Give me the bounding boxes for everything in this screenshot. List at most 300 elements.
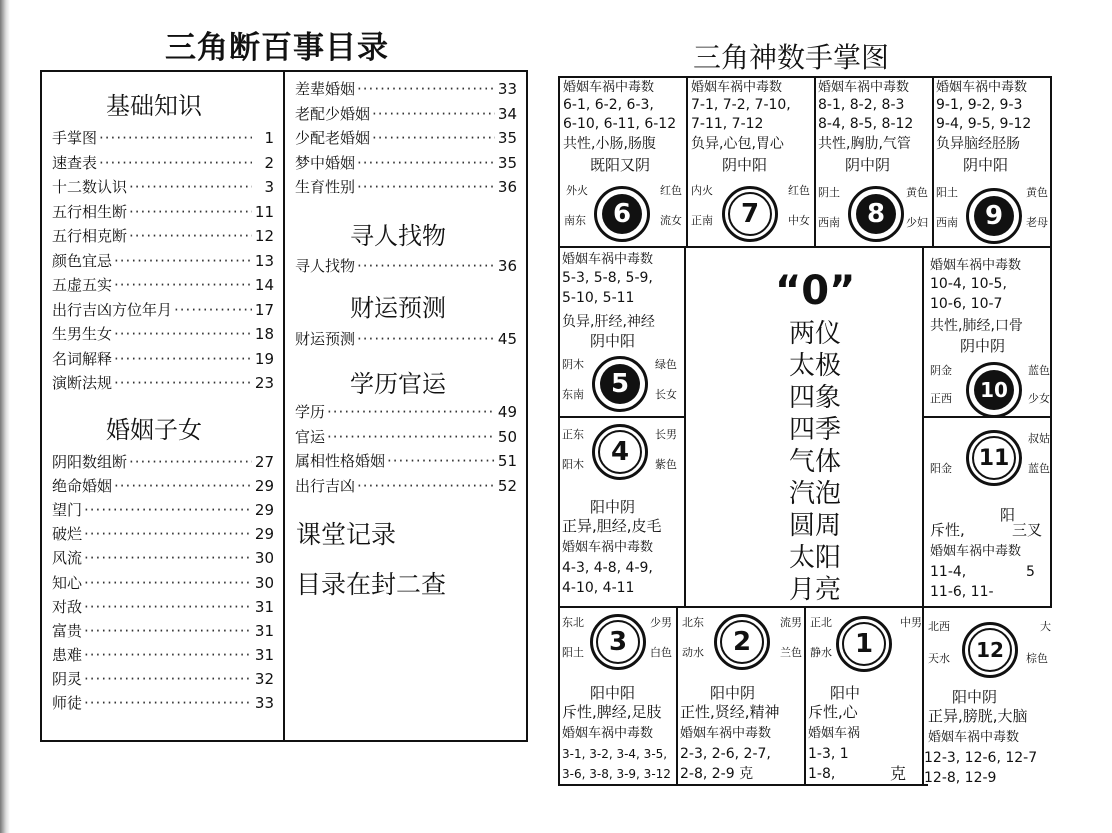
cell-2-bl: 动水 <box>682 646 704 659</box>
number-10: 10 <box>974 370 1014 410</box>
toc-leader-dots <box>114 350 252 368</box>
center-term: 圆周 <box>788 511 841 541</box>
grid-bottom <box>558 784 928 786</box>
number-5: 5 <box>600 364 640 404</box>
toc-entry <box>295 426 517 447</box>
toc-entry-label: 五行相生断 <box>52 202 128 221</box>
cell-12-tl: 北西 <box>928 620 950 633</box>
toc-entry-page: 29 <box>254 477 274 496</box>
toc-entry <box>295 450 517 471</box>
toc-leader-dots <box>357 80 495 98</box>
toc-entry <box>295 328 517 349</box>
toc-entry <box>52 152 274 173</box>
toc-entry <box>52 372 274 393</box>
cell-9-head: 婚姻车祸中毒数 <box>936 80 1028 95</box>
cell-5-bl: 东南 <box>562 388 584 401</box>
center-term: 汽泡 <box>788 479 841 509</box>
toc-entry-label: 患难 <box>52 645 83 664</box>
toc-entry-label: 知心 <box>52 573 83 592</box>
toc-leader-dots <box>357 257 495 275</box>
grid-v-mid-left <box>684 246 686 606</box>
cell-8-tl: 阴土 <box>818 186 840 199</box>
toc-entry <box>52 523 274 544</box>
center-term: 月亮 <box>788 575 841 605</box>
cell-10-bl: 正西 <box>930 392 952 405</box>
toc-entry-page: 32 <box>254 669 274 688</box>
toc-entry <box>52 475 274 496</box>
toc-entry-page: 31 <box>254 621 274 640</box>
center-term: 两仪 <box>788 319 841 349</box>
cell-12-br: 棕色 <box>1026 652 1048 665</box>
toc-leader-dots <box>129 227 252 245</box>
cell-1-tr: 中男 <box>900 616 922 629</box>
grid-b1 <box>676 606 678 786</box>
cell-10-yinyang: 阴中阴 <box>960 337 1006 355</box>
toc-leader-dots <box>327 428 495 446</box>
toc-entry-page: 29 <box>254 501 274 520</box>
cell-6-nums2: 6-10, 6-11, 6-12 <box>563 116 677 132</box>
toc-entry-label: 富贵 <box>52 621 83 640</box>
number-11: 11 <box>972 436 1016 480</box>
section-marriage: 婚姻子女 <box>106 416 202 444</box>
cell-10-nums2: 10-6, 10-7 <box>930 296 1003 312</box>
cell-9-nums1: 9-1, 9-2, 9-3 <box>936 97 1023 113</box>
toc-entry <box>295 255 517 276</box>
cell-5-tr: 绿色 <box>655 358 677 371</box>
toc-entry-label: 师徒 <box>52 694 83 712</box>
cell-4-nums1: 4-3, 4-8, 4-9, <box>562 560 653 576</box>
toc-entry <box>52 572 274 593</box>
number-7: 7 <box>728 192 772 236</box>
toc-leader-dots <box>84 598 252 616</box>
toc-entry-label: 出行吉凶 <box>295 476 356 495</box>
toc-entry-page: 31 <box>254 597 274 616</box>
toc-leader-dots <box>99 129 252 147</box>
toc-leader-dots <box>129 178 252 196</box>
toc-leader-dots <box>114 252 252 270</box>
section-find-people: 寻人找物 <box>350 222 446 250</box>
cell-1-organs: 斥性,心 <box>808 703 858 721</box>
grid-v3 <box>932 76 934 246</box>
cell-3-head: 婚姻车祸中毒数 <box>562 726 654 741</box>
palm-chart-title: 三角神数手掌图 <box>693 41 890 74</box>
cell-7-br: 中女 <box>788 214 810 227</box>
cell-3-nums2: 3-6, 3-8, 3-9, 3-12 <box>562 767 671 781</box>
toc-entry <box>52 250 274 271</box>
toc-entry-label: 手掌图 <box>52 129 98 147</box>
toc-entry <box>52 348 274 369</box>
number-7-badge <box>722 186 778 242</box>
toc-entry <box>52 547 274 568</box>
cell-10-br: 少女 <box>1028 392 1050 405</box>
cell-12-nums2: 12-8, 12-9 <box>924 770 997 786</box>
section-wealth: 财运预测 <box>350 294 446 322</box>
toc-leader-dots <box>372 105 495 123</box>
toc-leader-dots <box>327 403 495 421</box>
cell-3-bl: 阳土 <box>562 646 584 659</box>
toc-entry-label: 出行吉凶方位年月 <box>52 300 173 319</box>
toc-entry-label: 颜色宜忌 <box>52 251 113 270</box>
cell-2-yinyang: 阳中阴 <box>710 684 756 702</box>
toc-entry <box>52 176 274 197</box>
cell-8-organs: 共性,胸肋,气管 <box>818 136 911 152</box>
cell-6-tl: 外火 <box>566 184 588 197</box>
toc-entry-page: 52 <box>497 476 517 495</box>
cell-10-tl: 阴金 <box>930 364 952 377</box>
number-12: 12 <box>968 628 1012 672</box>
grid-v-mid-right <box>922 246 924 606</box>
cell-7-tl: 内火 <box>691 184 713 197</box>
cell-6-br: 流女 <box>660 214 682 227</box>
center-term: 四季 <box>788 415 841 445</box>
cell-2-nums2: 2-8, 2-9 克 <box>680 766 754 782</box>
number-4-badge <box>592 424 648 480</box>
number-1-badge <box>836 616 892 672</box>
cell-10-tr: 蓝色 <box>1028 364 1050 377</box>
toc-leader-dots <box>129 203 252 221</box>
toc-entry-label: 阴灵 <box>52 669 83 688</box>
toc-entry-page: 29 <box>254 525 274 544</box>
grid-left <box>558 76 560 786</box>
cell-8-nums1: 8-1, 8-2, 8-3 <box>818 97 905 113</box>
cell-4-organs: 正异,胆经,皮毛 <box>562 517 662 535</box>
center-term: 太极 <box>788 351 841 381</box>
center-term: 四象 <box>788 383 841 413</box>
cell-9-organs: 负异脑经胫肠 <box>936 136 1020 152</box>
toc-entry-label: 名词解释 <box>52 349 113 368</box>
cell-4-head: 婚姻车祸中毒数 <box>562 540 654 555</box>
toc-leader-dots <box>84 501 252 519</box>
cell-6-head: 婚姻车祸中毒数 <box>563 80 655 95</box>
cell-5-tl: 阴木 <box>562 358 584 371</box>
cell-12-head: 婚姻车祸中毒数 <box>928 730 1020 745</box>
number-1: 1 <box>842 622 886 666</box>
toc-entry <box>295 176 517 197</box>
toc-entry-page: 51 <box>497 452 517 470</box>
number-6-badge <box>594 186 650 242</box>
cell-2-tr: 流男 <box>780 616 802 629</box>
grid-row1 <box>558 246 1052 248</box>
toc-entry-label: 少配老婚姻 <box>295 129 371 147</box>
cell-3-br: 白色 <box>650 646 672 659</box>
toc-leader-dots <box>357 178 495 196</box>
toc-entry-page: 12 <box>254 227 274 245</box>
cell-2-tl: 北东 <box>682 616 704 629</box>
cell-11-br: 蓝色 <box>1028 462 1050 475</box>
toc-entry-page: 35 <box>497 153 517 172</box>
toc-entry-page: 1 <box>264 129 274 147</box>
cell-9-br: 老母 <box>1026 216 1048 229</box>
note-class-record: 课堂记录 <box>296 520 397 549</box>
toc-leader-dots <box>357 330 495 348</box>
cell-3-tr: 少男 <box>650 616 672 629</box>
toc-entry-label: 寻人找物 <box>295 257 356 275</box>
toc-title: 三角断百事目录 <box>165 30 389 66</box>
cell-3-yinyang: 阳中阳 <box>590 684 636 702</box>
toc-leader-dots <box>84 646 252 664</box>
cell-1-yinyang: 阳中 <box>830 684 861 702</box>
cell-5-nums2: 5-10, 5-11 <box>562 290 635 306</box>
toc-divider <box>283 70 285 742</box>
toc-entry-page: 17 <box>254 300 274 319</box>
grid-5-4 <box>558 416 684 418</box>
cell-11-tl: 阳金 <box>930 462 952 475</box>
cell-8-br: 少妇 <box>906 216 928 229</box>
cell-4-nums2: 4-10, 4-11 <box>562 580 635 596</box>
toc-entry-page: 36 <box>497 178 517 196</box>
toc-entry-page: 33 <box>497 80 517 98</box>
toc-entry <box>52 692 274 713</box>
cell-1-nums2: 1-8, <box>808 766 836 782</box>
toc-entry-label: 破烂 <box>52 525 83 544</box>
toc-entry <box>52 201 274 222</box>
toc-entry-page: 49 <box>497 403 517 421</box>
toc-entry-label: 演断法规 <box>52 374 113 392</box>
number-8-badge <box>848 186 904 242</box>
cell-9-nums2: 9-4, 9-5, 9-12 <box>936 116 1032 132</box>
cell-1-tl: 正北 <box>810 616 832 629</box>
number-10-badge <box>966 362 1022 418</box>
toc-leader-dots <box>84 622 252 640</box>
toc-entry-page: 19 <box>254 349 274 368</box>
cell-9-tl: 阳土 <box>936 186 958 199</box>
number-2: 2 <box>720 620 764 664</box>
toc-leader-dots <box>84 670 252 688</box>
grid-v1 <box>686 76 688 246</box>
cell-8-bl: 西南 <box>818 216 840 229</box>
toc-entry-page: 33 <box>254 694 274 712</box>
toc-entry-label: 望门 <box>52 501 83 520</box>
toc-entry <box>295 401 517 422</box>
cell-7-tr: 红色 <box>788 184 810 197</box>
number-4: 4 <box>598 430 642 474</box>
cell-7-organs: 负异,心包,胃心 <box>691 136 784 152</box>
cell-3-organs: 斥性,脾经,足肢 <box>562 703 662 721</box>
cell-11-nums2: 11-6, 11- <box>930 584 994 600</box>
cell-1-nums1: 1-3, 1 <box>808 746 849 762</box>
cell-2-nums1: 2-3, 2-6, 2-7, <box>680 746 771 762</box>
toc-leader-dots <box>84 574 252 592</box>
toc-entry-page: 14 <box>254 276 274 294</box>
toc-entry-label: 十二数认识 <box>52 178 128 196</box>
toc-entry-page: 50 <box>497 427 517 446</box>
cell-2-br: 兰色 <box>780 646 802 659</box>
cell-5-nums1: 5-3, 5-8, 5-9, <box>562 270 653 286</box>
toc-entry-page: 30 <box>254 573 274 592</box>
grid-b2 <box>804 606 806 786</box>
cell-4-br: 紫色 <box>655 458 677 471</box>
toc-leader-dots <box>129 453 252 471</box>
center-zero: “0” <box>775 268 856 314</box>
number-3: 3 <box>596 620 640 664</box>
toc-entry <box>295 152 517 173</box>
cell-4-tr: 长男 <box>655 428 677 441</box>
note-toc-location: 目录在封二查 <box>296 570 447 599</box>
toc-entry-label: 梦中婚姻 <box>295 153 356 172</box>
cell-12-tr: 大 <box>1040 620 1051 633</box>
toc-entry-page: 45 <box>497 330 517 348</box>
toc-entry-page: 35 <box>497 129 517 147</box>
cell-3-tl: 东北 <box>562 616 584 629</box>
number-12-badge <box>962 622 1018 678</box>
center-term: 气体 <box>788 447 841 477</box>
cell-6-yinyang: 既阳又阴 <box>590 156 651 174</box>
cell-11-head: 婚姻车祸中毒数 <box>930 544 1022 559</box>
toc-entry-label: 五虚五实 <box>52 276 113 294</box>
toc-entry-page: 30 <box>254 549 274 568</box>
cell-2-head: 婚姻车祸中毒数 <box>680 726 772 741</box>
cell-7-bl: 正南 <box>691 214 713 227</box>
toc-entry-label: 绝命婚姻 <box>52 477 113 496</box>
cell-11-organs-2: 三叉 <box>1012 521 1043 539</box>
cell-6-organs: 共性,小肠,肠腹 <box>563 136 656 152</box>
toc-entry <box>52 644 274 665</box>
grid-top <box>558 76 1052 78</box>
toc-entry-label: 风流 <box>52 549 83 568</box>
cell-8-tr: 黄色 <box>906 186 928 199</box>
number-5-badge <box>592 356 648 412</box>
cell-10-organs: 共性,肺经,口骨 <box>930 318 1023 334</box>
toc-leader-dots <box>357 477 495 495</box>
toc-entry <box>52 596 274 617</box>
toc-entry-label: 对敌 <box>52 597 83 616</box>
toc-entry <box>52 323 274 344</box>
grid-v2 <box>814 76 816 246</box>
cell-8-nums2: 8-4, 8-5, 8-12 <box>818 116 914 132</box>
toc-entry <box>52 299 274 320</box>
cell-9-tr: 黄色 <box>1026 186 1048 199</box>
toc-entry-label: 生男生女 <box>52 325 113 343</box>
cell-5-br: 长女 <box>655 388 677 401</box>
cell-4-bl: 阳木 <box>562 458 584 471</box>
toc-leader-dots <box>387 452 495 470</box>
center-terms <box>760 318 870 606</box>
cell-1-bl: 静水 <box>810 646 832 659</box>
cell-3-nums1: 3-1, 3-2, 3-4, 3-5, <box>562 747 668 761</box>
toc-leader-dots <box>114 477 252 495</box>
toc-leader-dots <box>174 301 252 319</box>
toc-entry-label: 属相性格婚姻 <box>295 452 386 470</box>
toc-entry <box>52 668 274 689</box>
toc-entry-label: 差辈婚姻 <box>295 80 356 98</box>
toc-entry-page: 18 <box>254 325 274 343</box>
cell-12-bl: 天水 <box>928 652 950 665</box>
toc-entry <box>52 620 274 641</box>
cell-7-nums1: 7-1, 7-2, 7-10, <box>691 97 791 113</box>
cell-11-nums1: 11-4, <box>930 564 967 580</box>
toc-entry <box>52 274 274 295</box>
scan-edge-shadow <box>0 0 10 833</box>
toc-entry <box>52 127 274 148</box>
cell-8-yinyang: 阴中阴 <box>845 156 891 174</box>
number-6: 6 <box>602 194 642 234</box>
cell-7-nums2: 7-11, 7-12 <box>691 116 764 132</box>
toc-entry <box>52 225 274 246</box>
cell-11-tr: 叔姑 <box>1028 432 1050 445</box>
cell-11-organs: 斥性, <box>930 521 965 539</box>
cell-11-yinyang: 阳 <box>1000 506 1016 524</box>
toc-entry-page: 27 <box>254 453 274 471</box>
cell-6-bl: 南东 <box>564 214 586 227</box>
toc-entry-page: 2 <box>264 153 274 172</box>
toc-entry-page: 23 <box>254 374 274 392</box>
cell-5-yinyang: 阴中阳 <box>590 332 636 350</box>
section-basics: 基础知识 <box>106 92 202 120</box>
cell-10-nums1: 10-4, 10-5, <box>930 276 1007 292</box>
toc-entry-label: 学历 <box>295 403 326 421</box>
toc-entry-label: 五行相克断 <box>52 227 128 245</box>
cell-9-yinyang: 阴中阳 <box>963 156 1009 174</box>
number-11-badge <box>966 430 1022 486</box>
cell-8-head: 婚姻车祸中毒数 <box>818 80 910 95</box>
cell-4-yinyang: 阳中阴 <box>590 498 636 516</box>
toc-entry-label: 生育性别 <box>295 178 356 196</box>
toc-entry-page: 3 <box>264 178 274 196</box>
toc-entry-page: 31 <box>254 645 274 664</box>
toc-entry <box>295 127 517 148</box>
toc-entry-label: 老配少婚姻 <box>295 104 371 123</box>
toc-leader-dots <box>114 276 252 294</box>
toc-entry-page: 13 <box>254 251 274 270</box>
toc-entry-label: 官运 <box>295 427 326 446</box>
cell-5-head: 婚姻车祸中毒数 <box>562 252 654 267</box>
cell-12-nums1: 12-3, 12-6, 12-7 <box>924 750 1038 766</box>
cell-1-head: 婚姻车祸 <box>808 726 861 741</box>
cell-12-yinyang: 阳中阴 <box>952 688 998 706</box>
number-9-badge <box>966 188 1022 244</box>
section-education: 学历官运 <box>350 370 446 398</box>
cell-7-yinyang: 阴中阳 <box>722 156 768 174</box>
toc-leader-dots <box>84 525 252 543</box>
cell-1-extra: 克 <box>890 764 907 783</box>
number-3-badge <box>590 614 646 670</box>
toc-leader-dots <box>114 325 252 343</box>
toc-entry-page: 36 <box>497 257 517 275</box>
toc-entry <box>295 475 517 496</box>
toc-entry-label: 速查表 <box>52 153 98 172</box>
cell-12-organs: 正异,膀胱,大脑 <box>928 707 1028 725</box>
cell-6-nums1: 6-1, 6-2, 6-3, <box>563 97 654 113</box>
toc-leader-dots <box>84 694 252 712</box>
toc-leader-dots <box>99 154 252 172</box>
toc-entry-label: 财运预测 <box>295 330 356 348</box>
toc-entry-page: 34 <box>497 104 517 123</box>
toc-entry <box>295 78 517 99</box>
number-9: 9 <box>974 196 1014 236</box>
cell-9-bl: 西南 <box>936 216 958 229</box>
number-8: 8 <box>856 194 896 234</box>
cell-2-organs: 正性,贤经,精神 <box>680 703 780 721</box>
toc-leader-dots <box>357 154 495 172</box>
cell-11-nums1b: 5 <box>1026 564 1035 580</box>
toc-entry <box>52 499 274 520</box>
toc-leader-dots <box>114 374 252 392</box>
toc-entry-page: 11 <box>254 202 274 221</box>
cell-7-head: 婚姻车祸中毒数 <box>691 80 783 95</box>
toc-entry-label: 阴阳数组断 <box>52 453 128 471</box>
cell-10-head: 婚姻车祸中毒数 <box>930 258 1022 273</box>
cell-6-tr: 红色 <box>660 184 682 197</box>
center-term: 太阳 <box>788 543 841 573</box>
toc-entry <box>295 103 517 124</box>
cell-4-tl: 正东 <box>562 428 584 441</box>
grid-right <box>1050 76 1052 606</box>
toc-leader-dots <box>372 129 495 147</box>
number-2-badge <box>714 614 770 670</box>
cell-5-organs: 负异,肝经,神经 <box>562 314 655 330</box>
toc-entry <box>52 451 274 472</box>
toc-leader-dots <box>84 549 252 567</box>
